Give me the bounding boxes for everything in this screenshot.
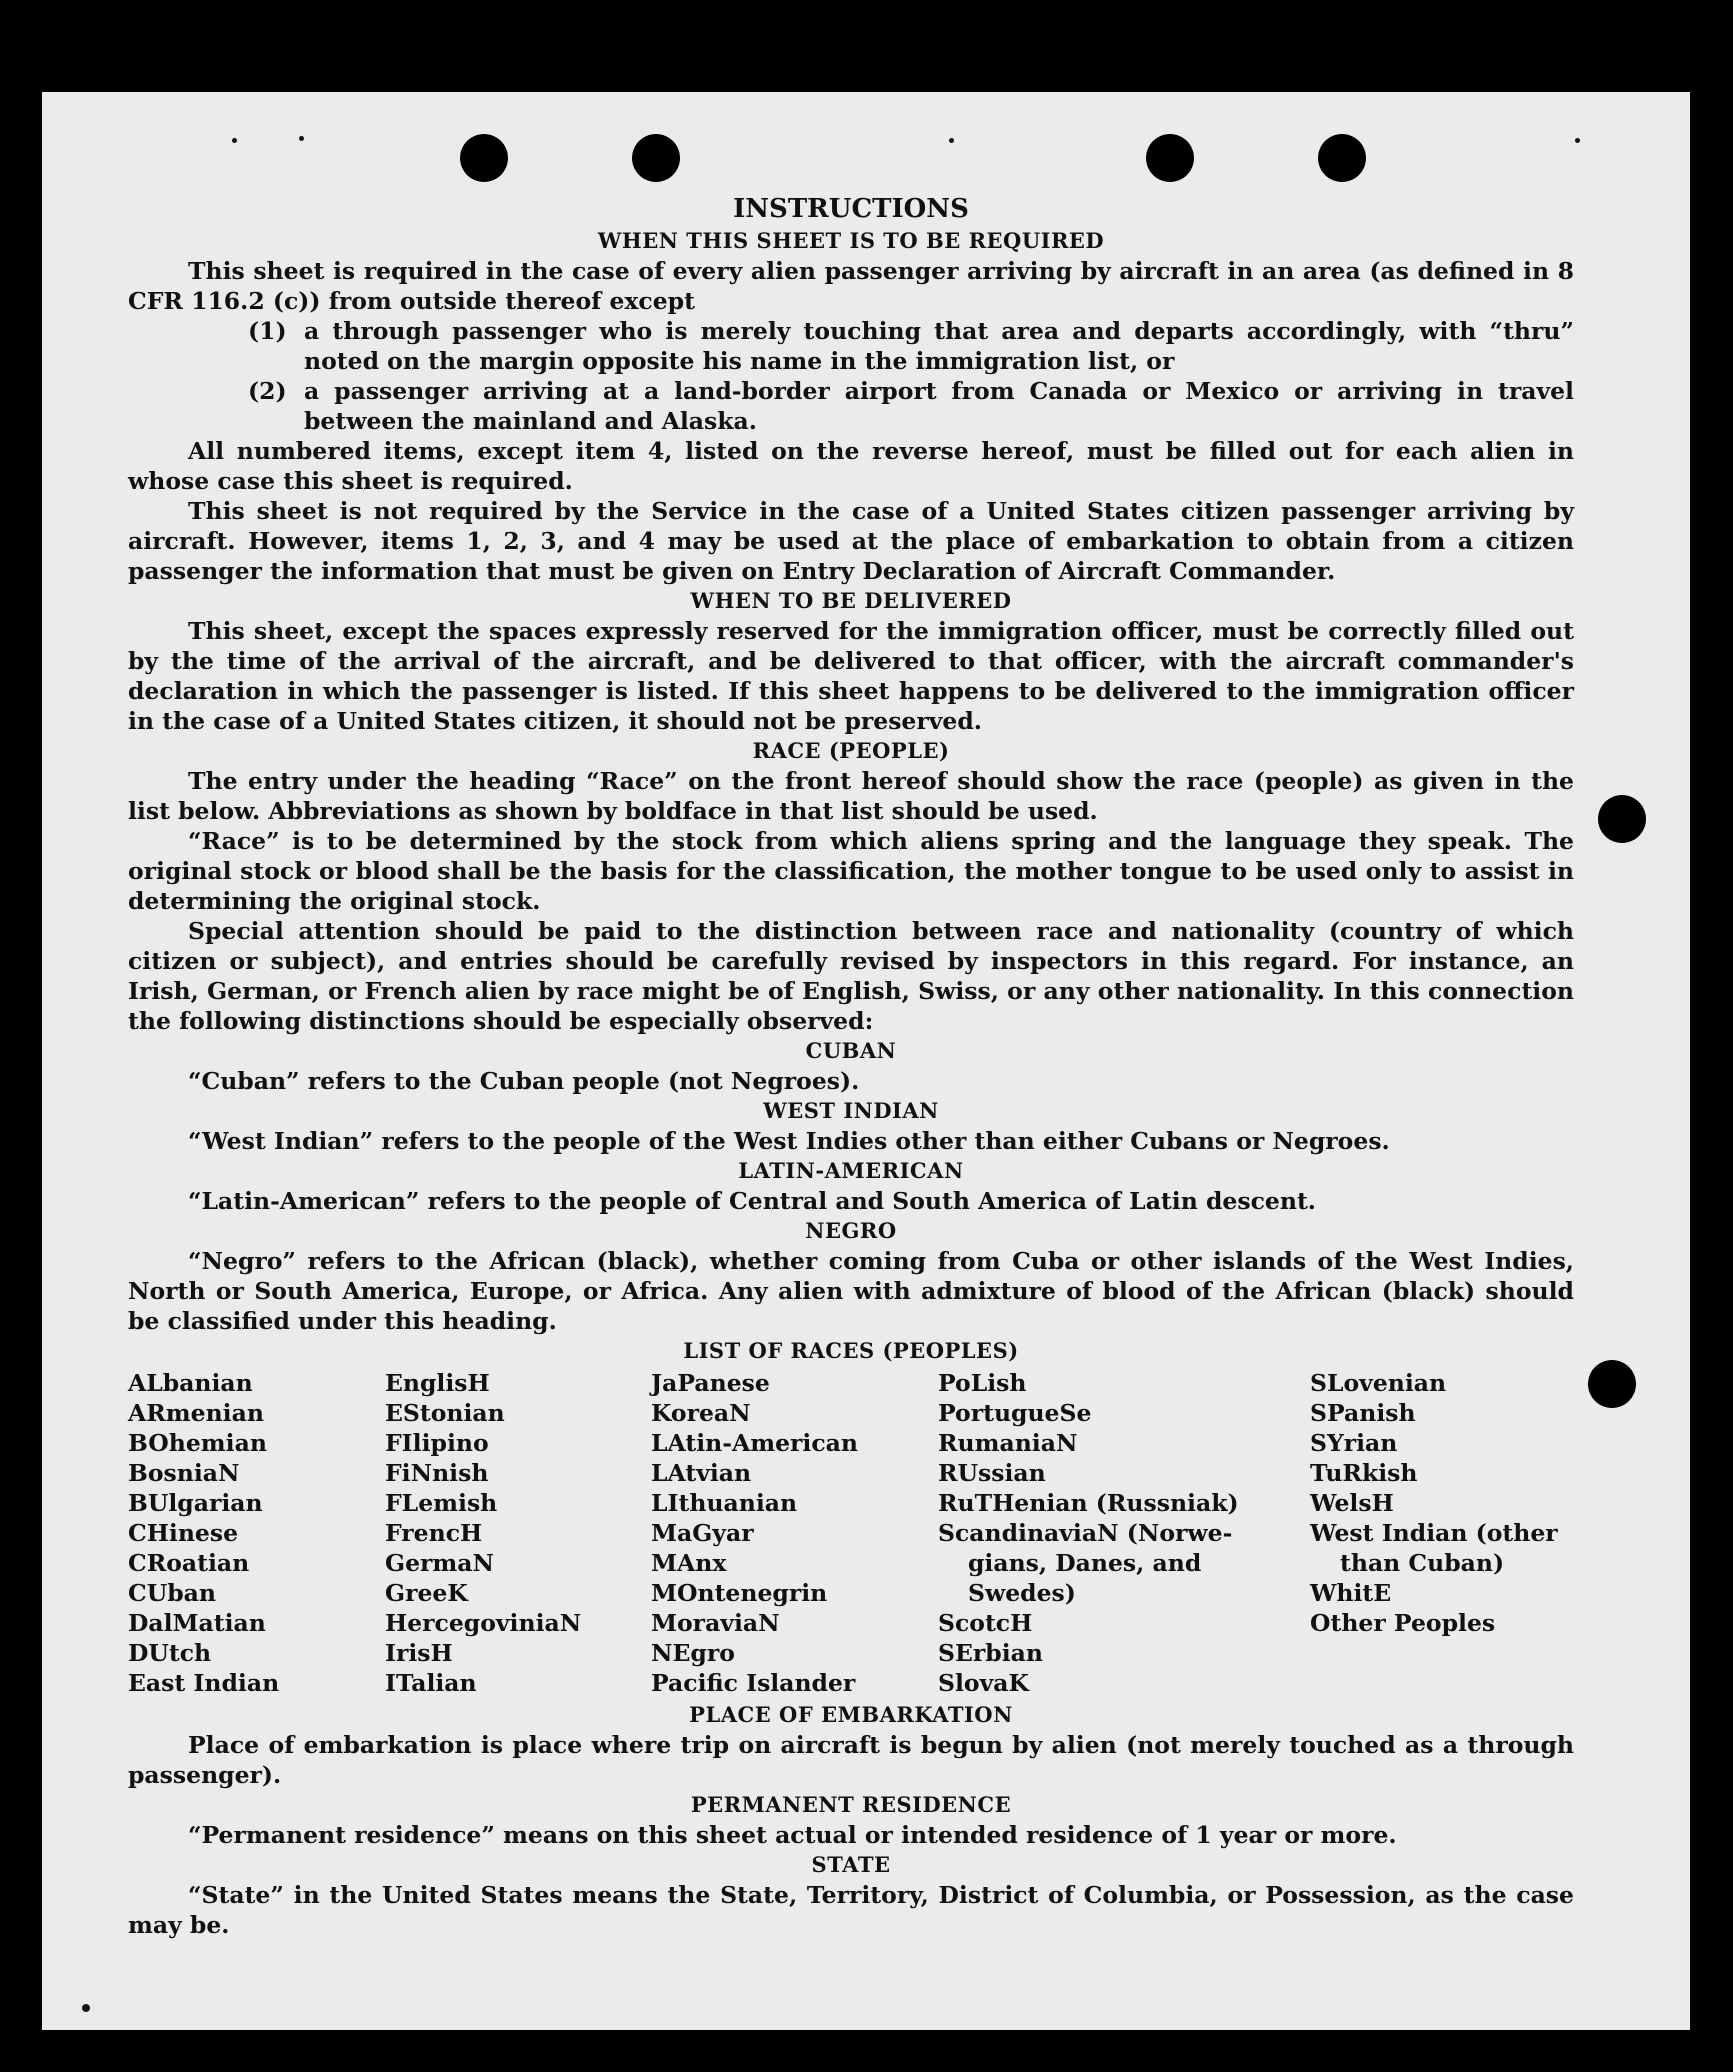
speck [949, 138, 954, 143]
required-paragraph: All numbered items, except item 4, listed on the reverse hereof, must be filled out for each alien in whose case this sheet is required. [128, 437, 1574, 495]
race-entry: SlovaK [938, 1669, 1029, 1697]
race-entry: RuTHenian (Russniak) [938, 1489, 1239, 1517]
heading-embarkation: PLACE OF EMBARKATION [689, 1702, 1013, 1727]
heading-list-of-races: LIST OF RACES (PEOPLES) [683, 1338, 1019, 1363]
heading-residence: PERMANENT RESIDENCE [690, 1792, 1012, 1817]
delivered-paragraph: This sheet, except the spaces expressly reserved for the immigration officer, must be correctly filled out by the time of the arrival of the aircraft, and be delivered to that officer, with the aircraft commander's declaration in which the passenger is listed. If this sheet happens to be delivered to the immigration officer in the case of a United States citizen, it should not be preserved. [128, 617, 1574, 735]
race-entry: BUlgarian [128, 1489, 263, 1517]
cuban-paragraph: “Cuban” refers to the Cuban people (not Negroes). [188, 1067, 860, 1095]
page-title: INSTRUCTIONS [733, 194, 969, 224]
races-column-4 [938, 1368, 1310, 1698]
race-entry: DUtch [128, 1639, 212, 1667]
form-sheet [42, 92, 1690, 2030]
punch-hole [1598, 795, 1646, 843]
race-entry: MoraviaN [651, 1609, 780, 1637]
race-paragraph: Special attention should be paid to the distinction between race and nationality (country of which citizen or subject), and entries should be carefully revised by inspectors in this regard. For instance, an Irish, German, or French alien by race might be of English, Swiss, or any other nationality. In this connection the following distinctions should be especially observed: [128, 917, 1574, 1035]
race-entry: East Indian [128, 1669, 280, 1697]
race-entry: ScandinaviaN (Norwe- [938, 1519, 1233, 1547]
race-entry: MAnx [651, 1549, 727, 1577]
race-entry: PoLish [938, 1369, 1027, 1397]
heading-required: WHEN THIS SHEET IS TO BE REQUIRED [597, 228, 1105, 253]
race-entry: LAtin-American [651, 1429, 858, 1457]
race-entry-continuation: gians, Danes, and [968, 1549, 1202, 1577]
speck [299, 136, 304, 141]
race-entry: West Indian (other [1310, 1519, 1558, 1547]
race-entry: MOntenegrin [651, 1579, 828, 1607]
race-entry: PortugueSe [938, 1399, 1092, 1427]
punch-hole [460, 134, 508, 182]
race-entry: HercegoviniaN [385, 1609, 582, 1637]
instructions-content [128, 192, 1574, 1940]
race-entry: GermaN [385, 1549, 494, 1577]
race-entry: ITalian [385, 1669, 477, 1697]
west-indian-paragraph: “West Indian” refers to the people of the West Indies other than either Cubans or Negroes. [188, 1127, 1390, 1155]
race-entry: ARmenian [128, 1399, 264, 1427]
race-entry: RumaniaN [938, 1429, 1078, 1457]
required-paragraph: This sheet is not required by the Service in the case of a United States citizen passenger arriving by aircraft. However, items 1, 2, 3, and 4 may be used at the place of embarkation to obtain from a citizen passenger the information that must be given on Entry Declaration of Aircraft Commander. [128, 497, 1574, 585]
punch-hole [1588, 1360, 1636, 1408]
race-entry: ALbanian [128, 1369, 253, 1397]
race-paragraph: The entry under the heading “Race” on the front hereof should show the race (people) as given in the list below. Abbreviations as shown by boldface in that list should be used. [128, 767, 1574, 825]
speck [232, 138, 237, 143]
race-entry: EStonian [385, 1399, 505, 1427]
race-entry: FrencH [385, 1519, 483, 1547]
race-entry-continuation: Swedes) [968, 1579, 1076, 1607]
negro-paragraph: “Negro” refers to the African (black), whether coming from Cuba or other islands of the West Indies, North or South America, Europe, or Africa. Any alien with admixture of blood of the African (black) should be classified under this heading. [128, 1247, 1574, 1335]
race-entry: LAtvian [651, 1459, 752, 1487]
race-entry: CHinese [128, 1519, 239, 1547]
heading-negro: NEGRO [805, 1218, 897, 1243]
race-entry: RUssian [938, 1459, 1046, 1487]
race-entry-continuation: than Cuban) [1340, 1549, 1505, 1577]
race-entry: DalMatian [128, 1609, 266, 1637]
item-text: a through passenger who is merely touching that area and departs accordingly, with “thru” noted on the margin opposite his name in the immigration list, or [304, 317, 1574, 375]
race-entry: FiNnish [385, 1459, 489, 1487]
item-number: (2) [248, 377, 287, 405]
race-entry: ScotcH [938, 1609, 1033, 1637]
residence-paragraph: “Permanent residence” means on this sheet actual or intended residence of 1 year or more. [188, 1821, 1397, 1849]
punch-hole [632, 134, 680, 182]
heading-delivered: WHEN TO BE DELIVERED [690, 588, 1012, 613]
race-entry: NEgro [651, 1639, 735, 1667]
speck [82, 2004, 90, 2012]
race-entry: BosniaN [128, 1459, 240, 1487]
item-text: a passenger arriving at a land-border airport from Canada or Mexico or arriving in travel between the mainland and Alaska. [304, 377, 1574, 435]
race-entry: BOhemian [128, 1429, 267, 1457]
embarkation-paragraph: Place of embarkation is place where trip on aircraft is begun by alien (not merely touched as a through passenger). [128, 1731, 1574, 1789]
list-item [248, 376, 1574, 436]
heading-latin-american: LATIN-AMERICAN [738, 1158, 964, 1183]
required-intro: This sheet is required in the case of every alien passenger arriving by aircraft in an area (as defined in 8 CFR 116.2 (c)) from outside thereof except [128, 257, 1574, 315]
race-entry: EnglisH [385, 1369, 490, 1397]
item-number: (1) [248, 317, 287, 345]
race-entry: GreeK [385, 1579, 468, 1607]
punch-hole [1318, 134, 1366, 182]
races-column-2 [385, 1368, 651, 1698]
list-item [248, 316, 1574, 376]
races-column-5 [1310, 1368, 1574, 1698]
race-entry: MaGyar [651, 1519, 754, 1547]
race-entry: SPanish [1310, 1399, 1416, 1427]
race-entry: SYrian [1310, 1429, 1398, 1457]
heading-cuban: CUBAN [805, 1038, 897, 1063]
heading-west-indian: WEST INDIAN [763, 1098, 939, 1123]
races-table [128, 1368, 1574, 1698]
race-entry: FIlipino [385, 1429, 489, 1457]
races-column-1 [128, 1368, 385, 1698]
race-entry: Other Peoples [1310, 1609, 1496, 1637]
race-paragraph: “Race” is to be determined by the stock from which aliens spring and the language they speak. The original stock or blood shall be the basis for the classification, the mother tongue to be used only to assist in determining the original stock. [128, 827, 1574, 915]
race-entry: WhitE [1310, 1579, 1392, 1607]
race-entry: LIthuanian [651, 1489, 798, 1517]
heading-state: STATE [811, 1852, 891, 1877]
race-entry: WelsH [1310, 1489, 1394, 1517]
race-entry: TuRkish [1310, 1459, 1418, 1487]
race-entry: CRoatian [128, 1549, 250, 1577]
races-column-3 [651, 1368, 938, 1698]
race-entry: JaPanese [651, 1369, 770, 1397]
race-entry: IrisH [385, 1639, 453, 1667]
latin-american-paragraph: “Latin-American” refers to the people of Central and South America of Latin descent. [188, 1187, 1316, 1215]
race-entry: FLemish [385, 1489, 498, 1517]
race-entry: CUban [128, 1579, 216, 1607]
race-entry: SLovenian [1310, 1369, 1447, 1397]
punch-hole [1146, 134, 1194, 182]
race-entry: Pacific Islander [651, 1669, 856, 1697]
heading-race: RACE (PEOPLE) [752, 738, 950, 763]
speck [1575, 138, 1580, 143]
race-entry: SErbian [938, 1639, 1043, 1667]
state-paragraph: “State” in the United States means the State, Territory, District of Columbia, or Possession, as the case may be. [128, 1881, 1574, 1939]
race-entry: KoreaN [651, 1399, 751, 1427]
